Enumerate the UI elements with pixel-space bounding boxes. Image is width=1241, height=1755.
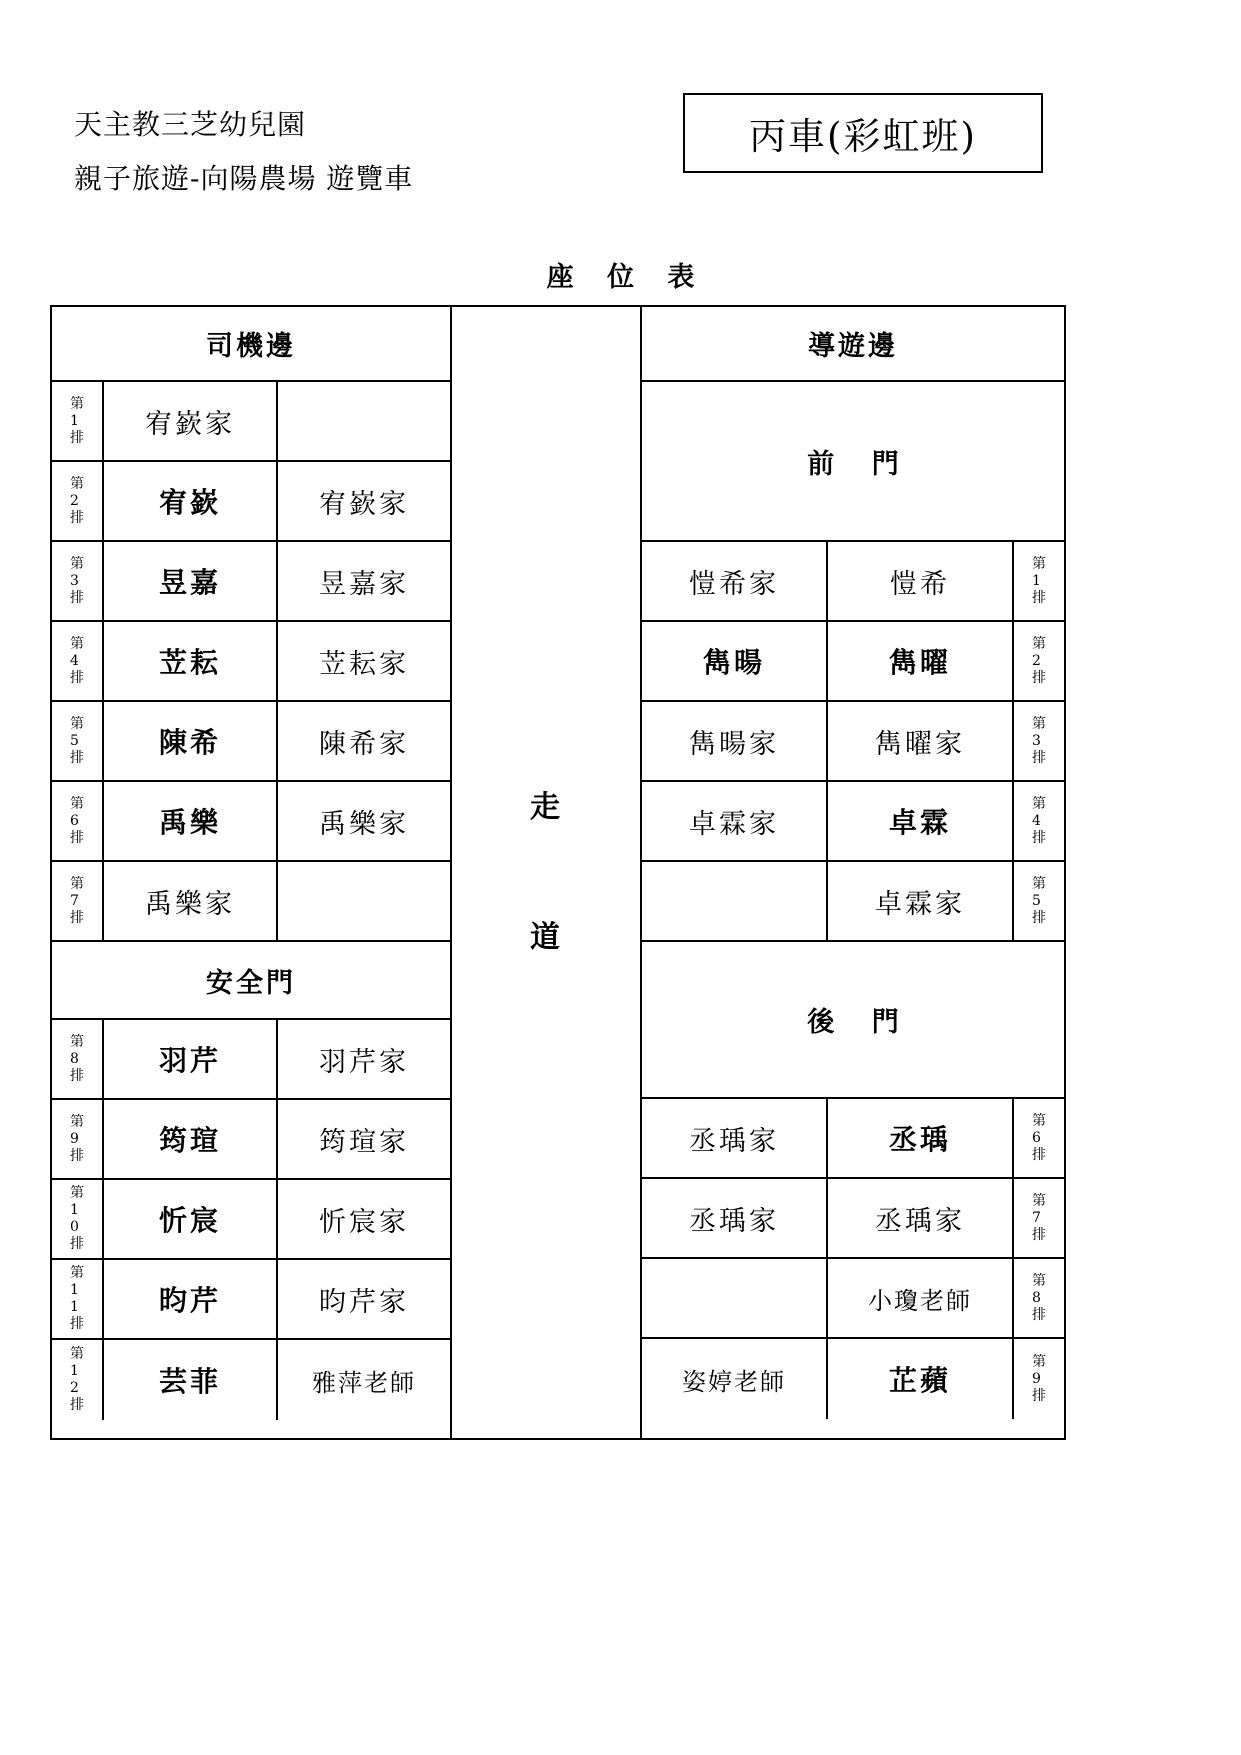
row-number <box>52 1180 104 1258</box>
seat-cell: 忻宸 <box>104 1180 278 1258</box>
seat-cell: 卓霖 <box>888 806 951 839</box>
seat-cell: 雋曜 <box>888 646 951 679</box>
row-number <box>52 622 104 700</box>
row-number-text: 第 7 排 <box>70 875 84 926</box>
aisle-char-2: 道 <box>530 919 562 955</box>
back-door-label: 後 門 <box>642 942 1064 1099</box>
seat-cell: 陳希 <box>104 702 278 780</box>
row-number-text: 第 2 排 <box>70 475 84 526</box>
table-row <box>642 1339 1064 1419</box>
table-row <box>642 702 1064 782</box>
event-name: 親子旅遊-向陽農場 遊覽車 <box>74 162 414 195</box>
row-number <box>1012 862 1064 940</box>
page-title: 座 位 表 <box>546 262 707 293</box>
table-row <box>642 862 1064 942</box>
row-number-text: 第 1 1 排 <box>70 1265 84 1332</box>
row-number-text: 第 4 排 <box>70 635 84 686</box>
row-number-text: 第 3 排 <box>1032 715 1046 766</box>
table-row <box>52 622 450 702</box>
seat-cell: 筠瑄 <box>104 1100 278 1178</box>
table-row <box>52 862 450 942</box>
seat-cell: 雅萍老師 <box>312 1368 416 1397</box>
seat-cell: 卓霖家 <box>875 888 965 920</box>
seat-cell: 苙耘 <box>104 622 278 700</box>
table-row <box>52 782 450 862</box>
seat-cell: 昱嘉 <box>104 542 278 620</box>
guide-side-column <box>642 307 1064 1438</box>
row-number-text: 第 9 排 <box>1032 1353 1046 1404</box>
row-number <box>52 702 104 780</box>
seat-cell: 丞瑀家 <box>642 1179 828 1257</box>
seat-cell: 昀芹 <box>104 1260 278 1338</box>
row-number <box>52 1260 104 1338</box>
seat-cell: 雋暘 <box>642 622 828 700</box>
row-number <box>1012 782 1064 860</box>
front-door-label: 前 門 <box>642 382 1064 542</box>
row-number-text: 第 7 排 <box>1032 1192 1046 1243</box>
table-row <box>52 702 450 782</box>
seat-cell: 羽芹 <box>104 1020 278 1098</box>
seat-cell: 丞瑀 <box>888 1123 951 1156</box>
table-row <box>642 622 1064 702</box>
table-row <box>642 1179 1064 1259</box>
row-number-text: 第 2 排 <box>1032 635 1046 686</box>
seat-cell: 雋曜家 <box>875 728 965 760</box>
seat-cell: 宥嶔家 <box>319 488 409 520</box>
row-number-text: 第 5 排 <box>1032 875 1046 926</box>
table-row <box>642 1099 1064 1179</box>
seat-cell: 昀芹家 <box>319 1286 409 1318</box>
aisle-label <box>530 743 562 1003</box>
row-number-text: 第 8 排 <box>70 1033 84 1084</box>
seat-cell: 宥嶔 <box>104 462 278 540</box>
seat-cell: 禹樂家 <box>319 808 409 840</box>
seat-cell: 姿婷老師 <box>642 1339 828 1419</box>
table-row <box>52 1100 450 1180</box>
seat-cell <box>278 382 450 460</box>
seat-cell: 禹樂 <box>104 782 278 860</box>
seat-cell: 丞瑀家 <box>642 1099 828 1177</box>
seat-cell: 小瓊老師 <box>868 1286 972 1315</box>
row-number-text: 第 1 排 <box>70 395 84 446</box>
emergency-door-label: 安全門 <box>52 942 450 1020</box>
seat-cell: 苙耘家 <box>319 648 409 680</box>
seat-cell: 雋暘家 <box>642 702 828 780</box>
table-row <box>52 1260 450 1340</box>
seat-cell: 愷希 <box>890 568 950 600</box>
row-number <box>52 782 104 860</box>
row-number <box>1012 702 1064 780</box>
row-number-text: 第 3 排 <box>70 555 84 606</box>
row-number-text: 第 1 0 排 <box>70 1185 84 1252</box>
row-number <box>1012 1179 1064 1257</box>
table-row <box>642 542 1064 622</box>
seat-cell: 芸菲 <box>104 1340 278 1420</box>
row-number-text: 第 1 2 排 <box>70 1346 84 1413</box>
row-number <box>52 542 104 620</box>
row-number-text: 第 5 排 <box>70 715 84 766</box>
row-number <box>52 1340 104 1420</box>
row-number-text: 第 6 排 <box>70 795 84 846</box>
row-number <box>1012 542 1064 620</box>
table-row <box>52 1020 450 1100</box>
seat-cell: 丞瑀家 <box>875 1205 965 1237</box>
table-row <box>642 1259 1064 1339</box>
row-number-text: 第 4 排 <box>1032 795 1046 846</box>
row-number-text: 第 6 排 <box>1032 1112 1046 1163</box>
aisle-char-1: 走 <box>530 789 562 825</box>
seat-cell: 卓霖家 <box>642 782 828 860</box>
seat-cell: 芷蘋 <box>888 1364 951 1397</box>
seat-cell <box>642 862 828 940</box>
seat-cell: 宥嶔家 <box>104 382 278 460</box>
row-number <box>52 382 104 460</box>
row-number <box>52 462 104 540</box>
seat-cell: 昱嘉家 <box>319 568 409 600</box>
seat-cell <box>642 1259 828 1337</box>
table-row <box>52 542 450 622</box>
driver-side-column <box>52 307 452 1438</box>
seat-cell: 禹樂家 <box>104 862 278 940</box>
row-number <box>52 1020 104 1098</box>
bus-label-box <box>683 93 1043 173</box>
table-row <box>52 462 450 542</box>
row-number-text: 第 1 排 <box>1032 555 1046 606</box>
org-name: 天主教三芝幼兒園 <box>74 108 307 141</box>
seat-cell: 愷希家 <box>642 542 828 620</box>
row-number <box>1012 1099 1064 1177</box>
row-number <box>52 1100 104 1178</box>
seat-cell: 羽芹家 <box>319 1046 409 1078</box>
seat-cell <box>278 862 450 940</box>
table-row <box>52 1180 450 1260</box>
bus-label: 丙車(彩虹班) <box>749 115 977 158</box>
table-row <box>52 1340 450 1420</box>
aisle-column <box>452 307 642 1438</box>
driver-side-heading: 司機邊 <box>52 307 450 382</box>
row-number-text: 第 9 排 <box>70 1113 84 1164</box>
organization-header <box>74 98 413 206</box>
table-row <box>642 782 1064 862</box>
seat-cell: 陳希家 <box>319 728 409 760</box>
row-number <box>1012 1259 1064 1337</box>
seating-table <box>50 305 1066 1440</box>
seat-cell: 筠瑄家 <box>319 1126 409 1158</box>
row-number <box>52 862 104 940</box>
row-number-text: 第 8 排 <box>1032 1272 1046 1323</box>
guide-side-heading: 導遊邊 <box>642 307 1064 382</box>
table-row <box>52 382 450 462</box>
row-number <box>1012 1339 1064 1419</box>
seat-cell: 忻宸家 <box>319 1206 409 1238</box>
row-number <box>1012 622 1064 700</box>
